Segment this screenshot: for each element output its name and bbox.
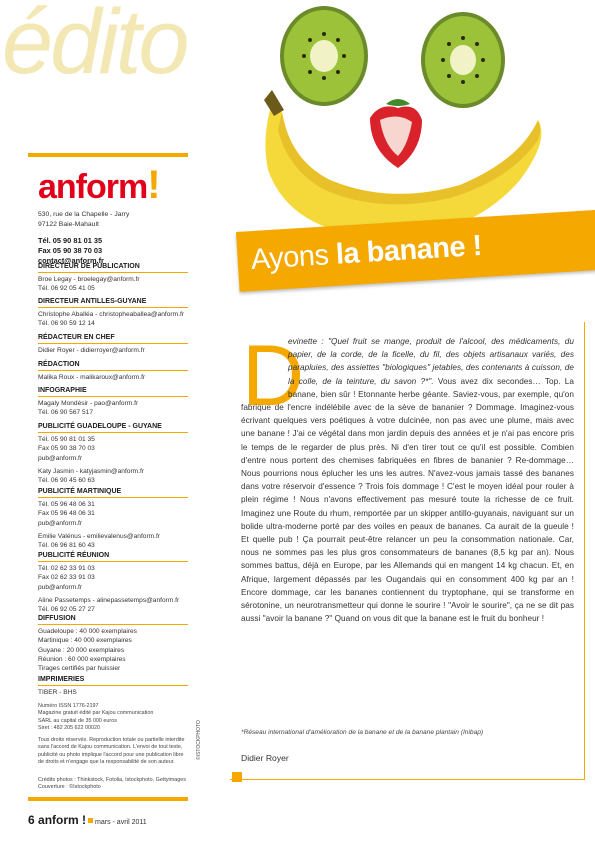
masthead-section-directeur-antilles: DIRECTEUR ANTILLES-GUYANE Christophe Aballéa - christopheaballea@anform.fr Tél. 06 90 59 12 14: [38, 297, 188, 329]
photo-credit: ©ISTOCKPHOTO: [196, 720, 202, 760]
masthead-section-redaction: RÉDACTION Malika Roux - malikaroux@anform.fr: [38, 360, 188, 382]
anform-logo: anform!: [38, 163, 160, 207]
article-footnote: *Réseau international d'amélioration de la banane et de la banane plantain (Inibap): [241, 729, 484, 736]
kiwi-left-image: [280, 6, 368, 106]
article-title: Ayons la banane !: [250, 229, 483, 276]
kiwi-right-image: [421, 12, 505, 108]
article-author: Didier Royer: [241, 753, 289, 763]
masthead-sidebar: [28, 153, 188, 801]
article-dropcap: D: [242, 328, 305, 424]
masthead-legal: Numéro ISSN 1776-2197 Magazine gratuit édité par Kajou communication SARL au capital de 35 000 euros Siret : 482 205 622 00020: [38, 703, 154, 732]
masthead-credits: Crédits photos : Thinkstock, Fotolia, Istockphoto, Gettyimages Couverture : ©Istockphoto: [38, 777, 186, 791]
masthead-section-pub-reunion: PUBLICITÉ RÉUNION Tél. 02 62 33 91 03 Fax 02 62 33 91 03 pub@anform.fr Aline Passetemps - alinepassetemps@anform.fr Tél. 06 92 05 27 27: [38, 551, 188, 614]
masthead-section-directeur-publication: DIRECTEUR DE PUBLICATION Broe Legay - broelegay@anform.fr Tél. 06 92 05 41 05: [38, 262, 188, 294]
masthead-section-pub-martinique: PUBLICITÉ MARTINIQUE Tél. 05 96 48 06 31 Fax 05 96 48 06 31 pub@anform.fr Emilie Valénus - emilievalenus@anform.fr Tél. 06 96 81 60 43: [38, 487, 188, 550]
page-footer: [28, 813, 147, 827]
masthead-section-infographie: INFOGRAPHIE Magaly Mondésir - pao@anform.fr Tél. 06 90 567 517: [38, 386, 188, 418]
masthead-address: 530, rue de la Chapelle - Jarry 97122 Baie-Mahault Tél. 05 90 81 01 35 Fax 05 90 38 70 03 contact@anform.fr: [38, 211, 130, 265]
article-body: [241, 328, 574, 625]
page-number: 6: [28, 813, 35, 827]
article-intro: evinette : "Quel fruit se mange, produit de l'alcool, des médicaments, du papier, de la corde, de la ficelle, du fil, des objets artisanaux variés, des parapluies, des assiettes "biologiques" jetables, des contenants à cuisson, de la colle, de la teinture, du savon ?*".: [288, 337, 574, 386]
masthead-section-diffusion: DIFFUSION Guadeloupe : 40 000 exemplaires Martinique : 40 000 exemplaires Guyane : 20 000 exemplaires Réunion : 60 000 exemplaires Tirages certifiés par huissier: [38, 614, 188, 673]
masthead-rights: Tous droits réservés. Reproduction totale ou partielle interdite sans l'accord de Kajou communication. L'envoi de tout texte, publicité ou photo implique l'accord pour une publication libre de droits et n'engage que la responsabilité de son auteur.: [38, 737, 185, 766]
masthead-section-pub-guadeloupe: PUBLICITÉ GUADELOUPE - GUYANE Tél. 05 90 81 01 35 Fax 05 90 38 70 03 pub@anform.fr Katy Jasmin - katyjasmin@anform.fr Tél. 06 90 45 60 63: [38, 422, 188, 485]
footer-square: [88, 818, 93, 823]
footer-mag-name: anform !: [38, 813, 87, 827]
edito-header-word: édito: [2, 0, 187, 93]
footer-date: mars - avril 2011: [95, 819, 147, 826]
article-paragraph: Vous avez dix secondes… Top. La banane, bien sûr ! Etonnante herbe géante. Saviez-vous, par exemple, qu'on fabrique de l'encre indélébile avec de la sève de bananier ? Dommage. Imaginez-vous écrivant quelques vers poétiques à votre dulcinée, non pas avec une plume, mais avec une banane ! J'ai ce végétal dans mon jardin depuis des années et je n'ai pas encore pris le temps de le regarder de plus près. Ni d'en tirer tout ce qu'il est possible. Combien d'entre nous portent des chemises fabriquées en fibres de bananier ? Re-dommage… Nous pourrions nous éplucher les uns les autres. N'avez-vous jamais tassé des bananes dans votre réservoir d'essence ? Trois fois dommage ! C'est le moyen idéal pour rouler à plein régime ! Nous n'avons effectivement pas mesuré toute la richesse de ce fruit. Imaginez une Route du rhum, remportée par un skipper antillo-guyanais, naviguant sur un bolide ultra-moderne porté par des voiles en peaux de bananes. Ca aurait de la gueule ! Et quelle pub ! Ça pourrait peut-être relancer un peu la consommation nationale. Car, nous ne sommes pas les plus gros consommateurs de bananes (8,5 kg par an). Nous sommes battus, déjà en Europe, par les Allemands qui en mangent 14 kg chacun. Et, en Afrique, largement dépassés par les Ougandais qui en consomment 400 kg par an ! Encore dommage, car les bananes contiennent du tryptophane, qui se transforme en sérotonine, un neurotransmetteur qui donne le sourire ! "Avoir le sourire", ça ne se dit pas aussi "avoir la banane ?" Quand on vous dit que la banane est le fruit du bonheur !: [241, 376, 574, 624]
strawberry-image: [370, 99, 422, 168]
masthead-section-redacteur: RÉDACTEUR EN CHEF Didier Royer - didierroyer@anform.fr: [38, 333, 188, 355]
accent-square: [232, 772, 242, 782]
masthead-section-imprimeries: IMPRIMERIES TIBER - BHS: [38, 675, 188, 697]
